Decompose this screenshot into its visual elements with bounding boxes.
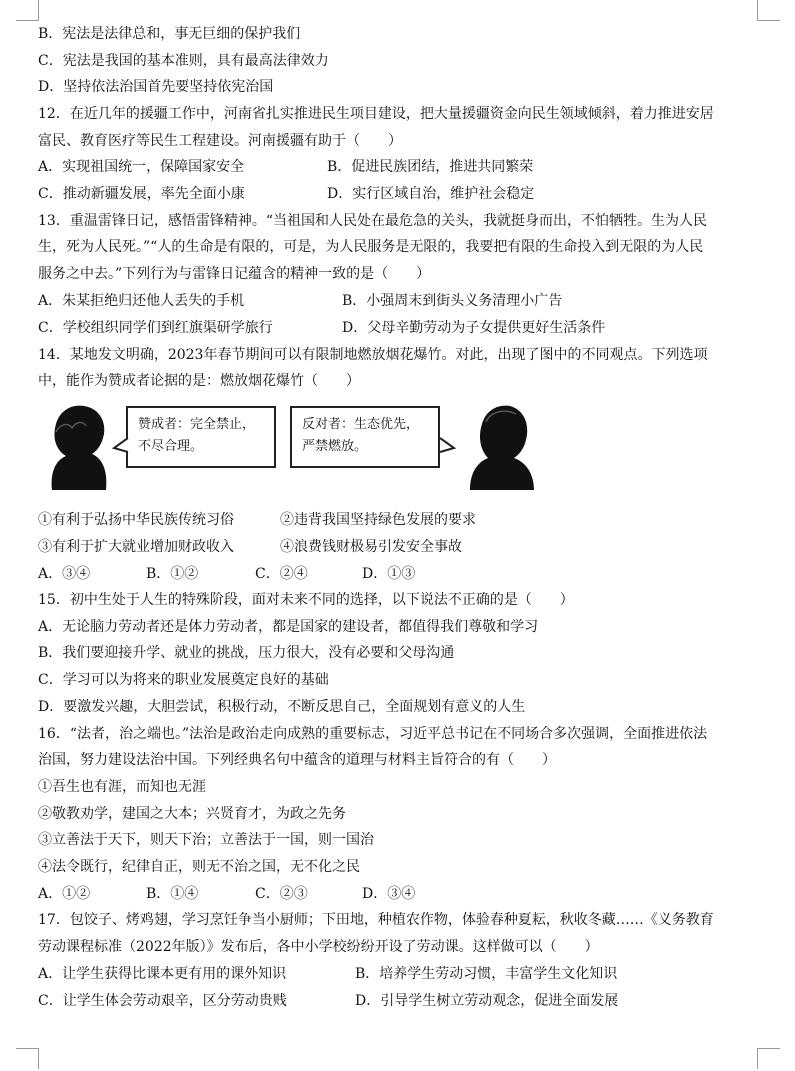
- q14-item-2: ②违背我国坚持绿色发展的要求: [280, 512, 476, 528]
- supporter-bubble-line2: 不尽合理。: [138, 439, 204, 454]
- q13-stem-line3: 服务之中去。”下列行为与雷锋日记蕴含的精神一致的是（ ）: [38, 266, 431, 282]
- q12-option-b: B．促进民族团结，推进共同繁荣: [327, 159, 534, 175]
- q12-option-a: A．实现祖国统一，保障国家安全: [38, 159, 245, 175]
- q12-stem-line1: 12．在近几年的援疆工作中，河南省扎实推进民生项目建设，把大量援疆资金向民生领域倾斜，着力推进安居: [38, 106, 714, 122]
- opponent-bubble-tail: [438, 436, 456, 456]
- corner-mark-bottom-right: [757, 1048, 780, 1069]
- q12-option-c: C．推动新疆发展，率先全面小康: [38, 186, 245, 202]
- q17-option-c: C．让学生体会劳动艰辛，区分劳动贵贱: [38, 993, 287, 1009]
- q14-stem-line2: 中，能作为赞成者论据的是：燃放烟花爆竹（ ）: [38, 373, 360, 389]
- supporter-bubble-line1: 赞成者：完全禁止，: [138, 417, 256, 432]
- q13-option-c: C．学校组织同学们到红旗渠研学旅行: [38, 320, 273, 336]
- q13-option-d: D．父母辛勤劳动为子女提供更好生活条件: [342, 320, 606, 336]
- corner-mark-bottom-left: [16, 1048, 39, 1069]
- q16-stem-line2: 治国，努力建设法治中国。下列经典名句中蕴含的道理与材料主旨符合的有（ ）: [38, 752, 556, 768]
- q12-stem-line2: 富民、教育医疗等民生工程建设。河南援疆有助于（ ）: [38, 133, 402, 149]
- q16-item-4: ④法令既行，纪律自正，则无不治之国，无不化之民: [38, 859, 360, 875]
- q16-option-a: A．①②: [38, 886, 91, 902]
- opponent-speech-bubble: [290, 406, 440, 468]
- supporter-bubble-tail: [112, 436, 130, 456]
- q16-option-c: C．②③: [255, 886, 308, 902]
- q11-option-d: D．坚持依法治国首先要坚持依宪治国: [38, 79, 274, 95]
- q14-option-a: A．③④: [38, 566, 91, 582]
- q14-item-3: ③有利于扩大就业增加财政收入: [38, 539, 234, 555]
- q17-option-b: B．培养学生劳动习惯，丰富学生文化知识: [355, 966, 618, 982]
- opponent-bubble-line2: 严禁燃放。: [302, 439, 368, 454]
- q11-option-c: C．宪法是我国的基本准则，具有最高法律效力: [38, 53, 329, 69]
- q17-stem-line1: 17．包饺子、烤鸡翅，学习烹饪争当小厨师；下田地，种植农作物，体验春种夏耘，秋收冬藏……《义务教育: [38, 912, 714, 928]
- q17-option-d: D．引导学生树立劳动观念，促进全面发展: [355, 993, 619, 1009]
- q15-option-b: B．我们要迎接升学、就业的挑战，压力很大，没有必要和父母沟通: [38, 645, 455, 661]
- q11-option-b: B．宪法是法律总和，事无巨细的保护我们: [38, 26, 301, 42]
- q12-option-d: D．实行区域自治，维护社会稳定: [327, 186, 535, 202]
- corner-mark-top-left: [16, 0, 39, 21]
- q16-item-2: ②敬教劝学，建国之大本；兴贤育才，为政之先务: [38, 806, 346, 822]
- q14-item-1: ①有利于弘扬中华民族传统习俗: [38, 512, 234, 528]
- q14-option-b: B．①②: [146, 566, 199, 582]
- q13-stem-line1: 13．重温雷锋日记，感悟雷锋精神。“当祖国和人民处在最危急的关头，我就挺身而出，不怕牺牲。生为人民: [38, 213, 707, 229]
- q17-option-a: A．让学生获得比课本更有用的课外知识: [38, 966, 287, 982]
- q16-item-3: ③立善法于天下，则天下治；立善法于一国，则一国治: [38, 832, 374, 848]
- q14-stem-line1: 14．某地发文明确，2023年春节期间可以有限制地燃放烟花爆竹。对此，出现了图中的不同观点。下列选项: [38, 347, 708, 363]
- opponent-silhouette: [464, 402, 538, 490]
- q14-item-4: ④浪费钱财极易引发安全事故: [280, 539, 462, 555]
- q13-option-a: A．朱某拒绝归还他人丢失的手机: [38, 293, 245, 309]
- q15-option-a: A．无论脑力劳动者还是体力劳动者，都是国家的建设者，都值得我们尊敬和学习: [38, 619, 539, 635]
- q16-option-d: D．③④: [362, 886, 416, 902]
- opponent-bubble-line1: 反对者：生态优先，: [302, 417, 420, 432]
- q16-item-1: ①吾生也有涯，而知也无涯: [38, 779, 206, 795]
- corner-mark-top-right: [757, 0, 780, 21]
- supporter-speech-bubble: [126, 406, 276, 468]
- q15-stem-line1: 15．初中生处于人生的特殊阶段，面对未来不同的选择，以下说法不正确的是（ ）: [38, 592, 574, 608]
- q14-option-c: C．②④: [255, 566, 308, 582]
- q16-option-b: B．①④: [146, 886, 199, 902]
- supporter-silhouette: [42, 402, 112, 490]
- q16-stem-line1: 16．“法者，治之端也。”法治是政治走向成熟的重要标志，习近平总书记在不同场合多次强调，全面推进依法: [38, 726, 708, 742]
- q15-option-d: D．要激发兴趣，大胆尝试，积极行动，不断反思自己，全面规划有意义的人生: [38, 699, 526, 715]
- debate-figure: [40, 400, 540, 492]
- q17-stem-line2: 劳动课程标准（2022年版）》发布后，各中小学校纷纷开设了劳动课。这样做可以（ ）: [38, 939, 599, 955]
- q13-option-b: B．小强周末到街头义务清理小广告: [342, 293, 563, 309]
- q13-stem-line2: 生，死为人民死。”“人的生命是有限的，可是，为人民服务是无限的，我要把有限的生命投入到无限的为人民: [38, 239, 704, 255]
- q15-option-c: C．学习可以为将来的职业发展奠定良好的基础: [38, 672, 329, 688]
- q14-option-d: D．①③: [362, 566, 416, 582]
